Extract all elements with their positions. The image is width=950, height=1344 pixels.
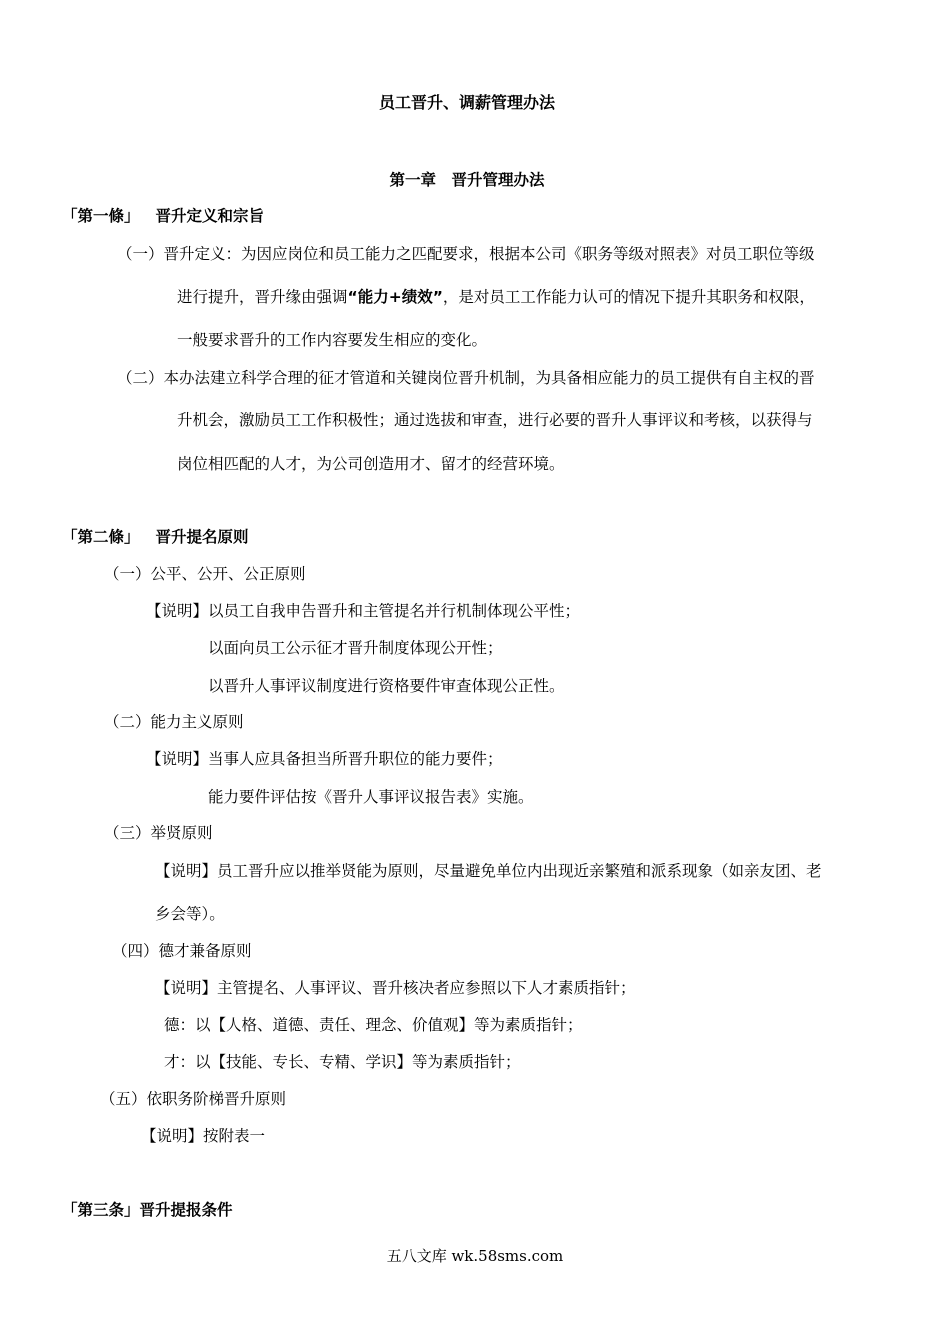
principle-2-title: （二）能力主义原则: [104, 713, 244, 731]
principle-4-title: （四）德才兼备原则: [112, 942, 252, 960]
art1-item1-line2: [177, 287, 815, 307]
art1-item1-line1: （一）晋升定义：为因应岗位和员工能力之匹配要求，根据本公司《职务等级对照表》对员工职位等级: [117, 245, 815, 263]
principle-3-note-2: 乡会等）。: [155, 905, 225, 923]
principle-5-title: （五）依职务阶梯晋升原则: [100, 1090, 287, 1108]
art1-item1-line3: 一般要求晋升的工作内容要发生相应的变化。: [177, 331, 488, 349]
article-2-title: 晋升提名原则: [155, 528, 249, 546]
principle-1-note-3: 以晋升人事评议制度进行资格要件审查体现公正性。: [208, 677, 565, 695]
chapter-heading: 第一章 晋升管理办法: [389, 171, 545, 189]
article-3-heading: 「第三条」晋升提报条件: [62, 1201, 233, 1219]
article-1-heading: [62, 206, 264, 226]
document-title: 员工晋升、调薪管理办法: [378, 93, 555, 112]
principle-4-note-2: 德：以【人格、道德、责任、理念、价值观】等为素质指针；: [164, 1016, 583, 1034]
art1-item1-line2-c: ，是对员工工作能力认可的情况下提升其职务和权限，: [442, 288, 815, 306]
principle-2-note-1: 【说明】当事人应具备担当所晋升职位的能力要件；: [146, 750, 503, 768]
principle-1-title: （一）公平、公开、公正原则: [104, 565, 306, 583]
art1-item2-line3: 岗位相匹配的人才，为公司创造用才、留才的经营环境。: [177, 455, 565, 473]
principle-2-note-2: 能力要件评估按《晋升人事评议报告表》实施。: [208, 788, 534, 806]
principle-3-title: （三）举贤原则: [104, 824, 213, 842]
principle-4-note-1: 【说明】主管提名、人事评议、晋升核决者应参照以下人才素质指针；: [155, 979, 636, 997]
article-2-heading: [62, 527, 249, 547]
article-1-title: 晋升定义和宗旨: [155, 207, 265, 225]
art1-item2-line2: 升机会，激励员工工作积极性；通过选拔和审查，进行必要的晋升人事评议和考核，以获得与: [177, 411, 813, 429]
page-footer: 五八文库 wk.58sms.com: [386, 1247, 564, 1265]
art1-item2-line1: （二）本办法建立科学合理的征才管道和关键岗位晋升机制，为具备相应能力的员工提供有自主权的晋: [117, 369, 815, 387]
article-1-label: 「第一條」: [62, 207, 140, 225]
principle-1-note-1: 【说明】以员工自我申告晋升和主管提名并行机制体现公平性；: [146, 602, 581, 620]
principle-1-note-2: 以面向员工公示征才晋升制度体现公开性；: [208, 639, 503, 657]
principle-4-note-3: 才：以【技能、专长、专精、学识】等为素质指针；: [164, 1053, 521, 1071]
emphasis-ability-performance: “能力+绩效”: [347, 288, 443, 306]
principle-5-note-1: 【说明】按附表一: [141, 1127, 266, 1145]
article-2-label: 「第二條」: [62, 528, 140, 546]
principle-3-note-1: 【说明】员工晋升应以推举贤能为原则，尽量避免单位内出现近亲繁殖和派系现象（如亲友团、老: [155, 862, 822, 880]
art1-item1-line2-a: 进行提升，晋升缘由强调: [177, 288, 348, 306]
